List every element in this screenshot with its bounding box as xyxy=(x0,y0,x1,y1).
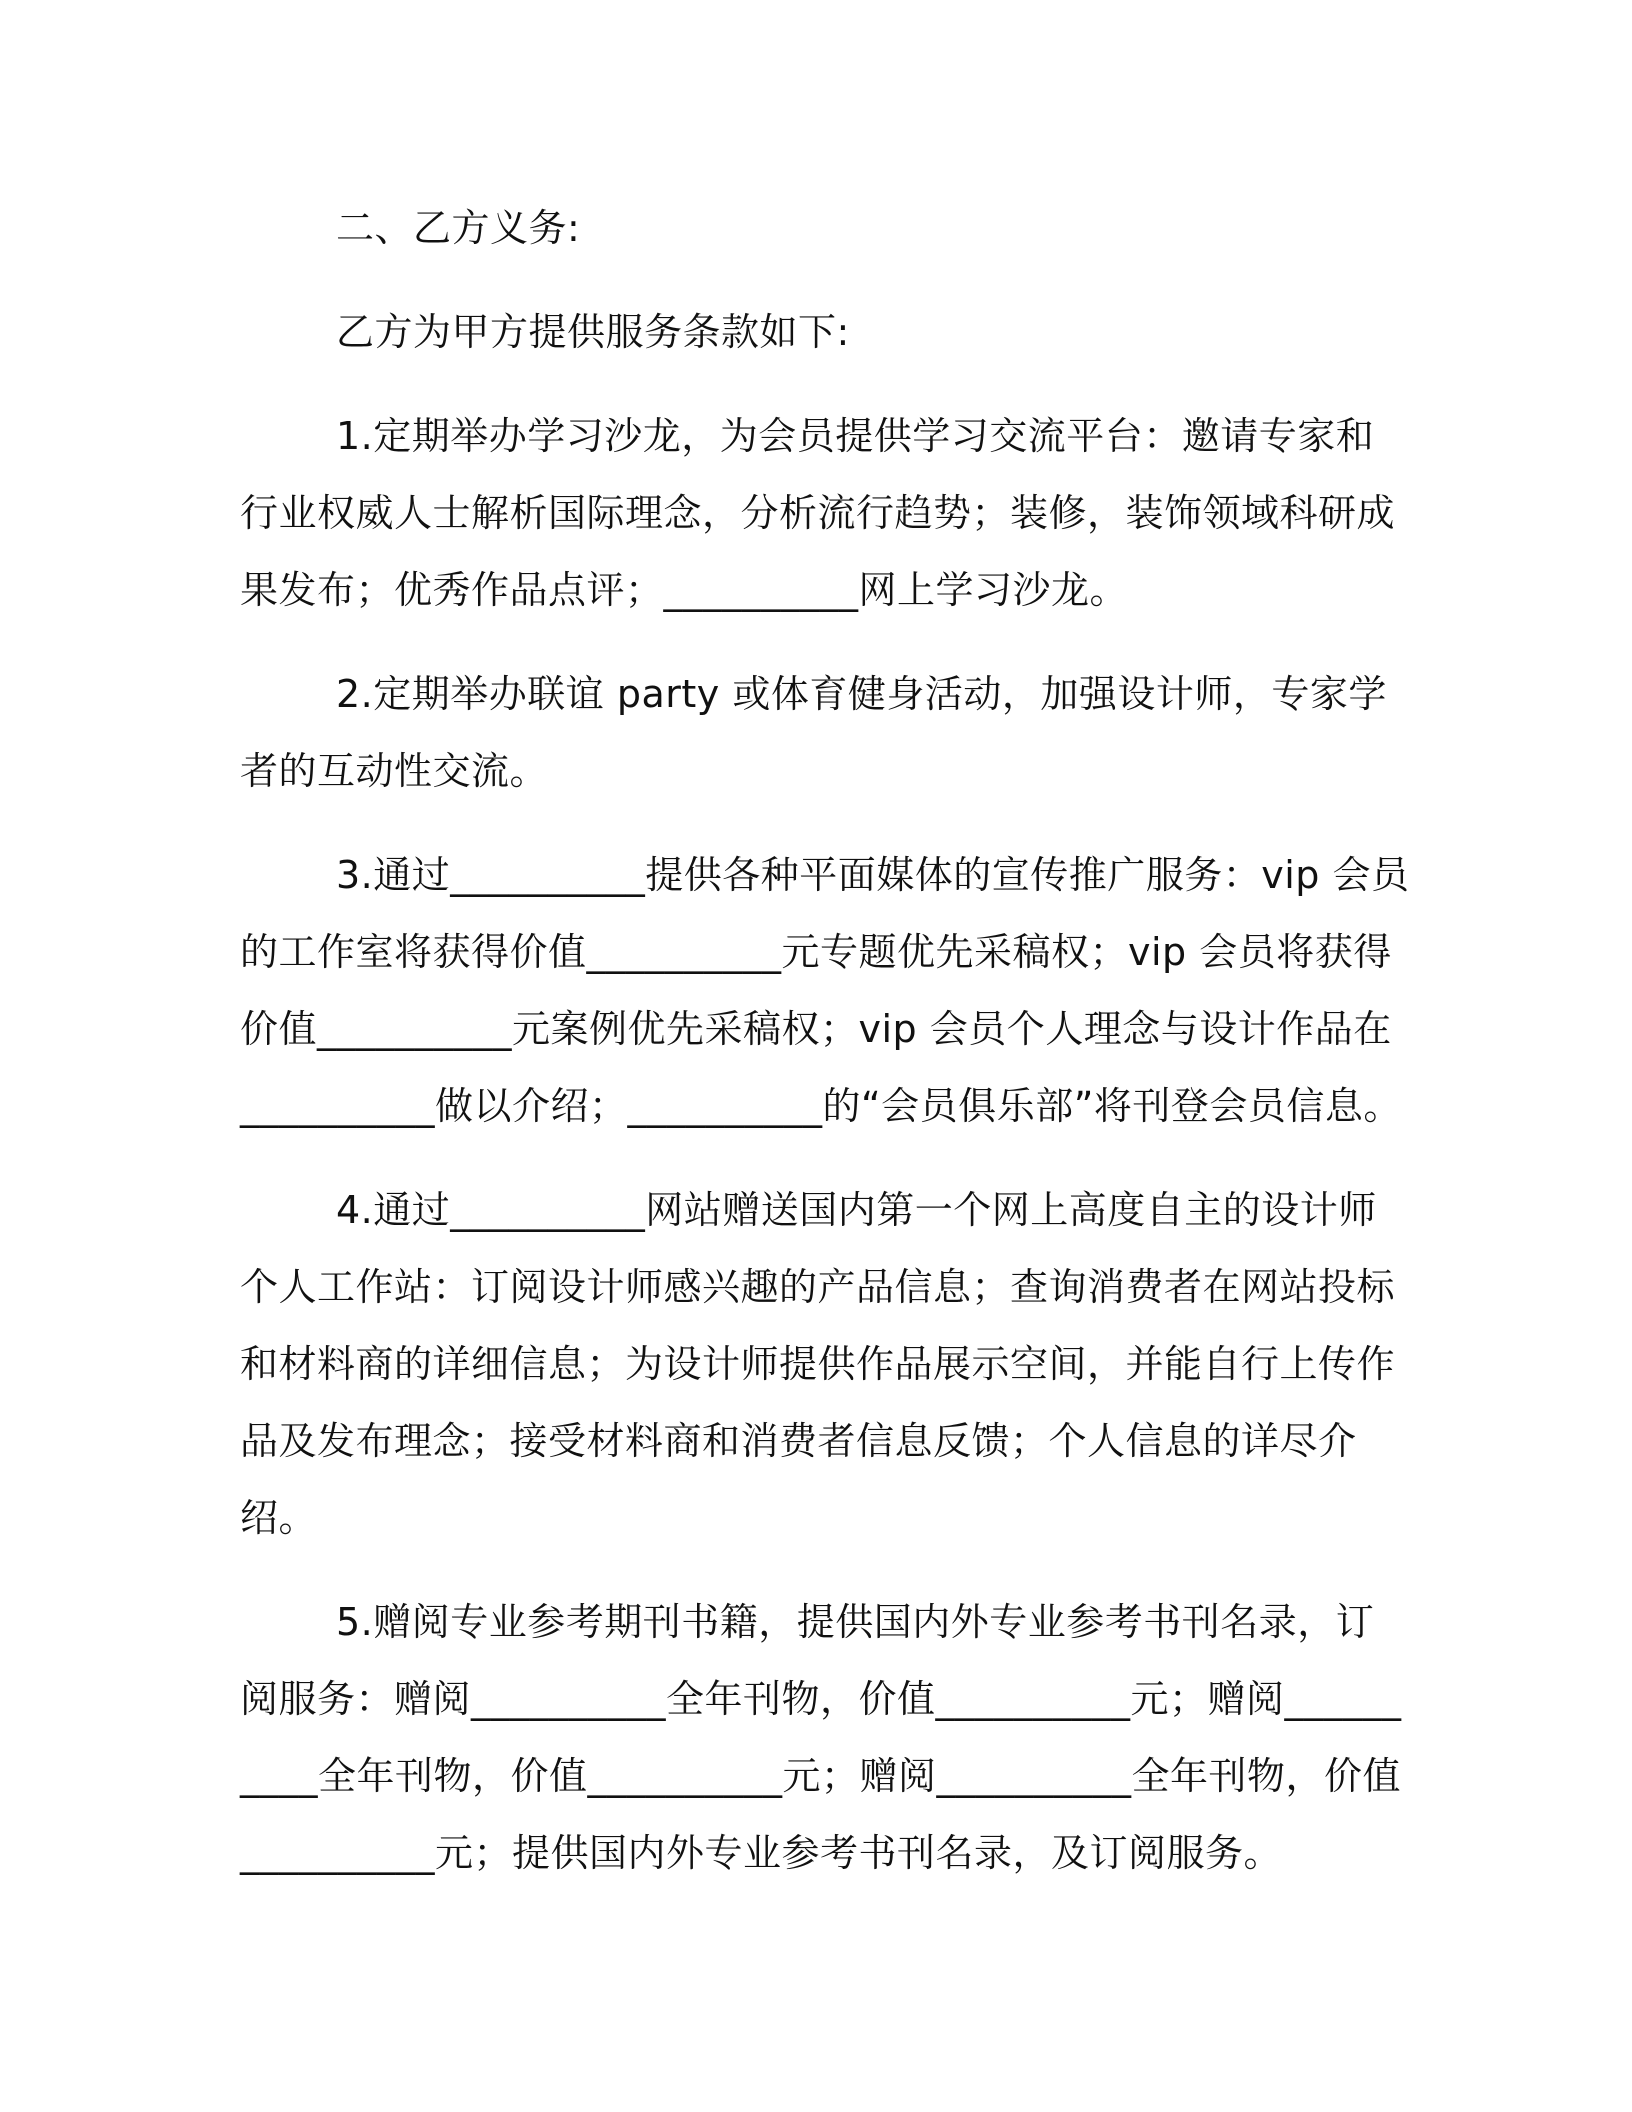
clause-5: 5.赠阅专业参考期刊书籍，提供国内外专业参考书刊名录，订阅服务：赠阅__________全年刊物，价值__________元；赠阅__________全年刊物，价值__________元；赠阅__________全年刊物，价值__________元；提供国内外专业参考书刊名录，及订阅服务。 xyxy=(240,1600,1402,1875)
document-body xyxy=(240,190,1410,1919)
clause-1: 1.定期举办学习沙龙，为会员提供学习交流平台：邀请专家和行业权威人士解析国际理念，分析流行趋势；装修，装饰领域科研成果发布；优秀作品点评；__________网上学习沙龙。 xyxy=(240,414,1396,612)
clause-4: 4.通过__________网站赠送国内第一个网上高度自主的设计师个人工作站：订阅设计师感兴趣的产品信息；查询消费者在网站投标和材料商的详细信息；为设计师提供作品展示空间，并能自行上传作品及发布理念；接受材料商和消费者信息反馈；个人信息的详尽介绍。 xyxy=(240,1188,1396,1540)
clause-2: 2.定期举办联谊 party 或体育健身活动，加强设计师，专家学者的互动性交流。 xyxy=(240,672,1387,793)
clause-3: 3.通过__________提供各种平面媒体的宣传推广服务：vip 会员的工作室将获得价值__________元专题优先采稿权；vip 会员将获得价值__________元案例优先采稿权；vip 会员个人理念与设计作品在__________做以介绍；__________的“会员俱乐部”将刊登会员信息。 xyxy=(240,853,1410,1128)
intro-paragraph: 乙方为甲方提供服务条款如下: xyxy=(336,310,850,354)
section-heading: 二、乙方义务: xyxy=(336,206,581,250)
